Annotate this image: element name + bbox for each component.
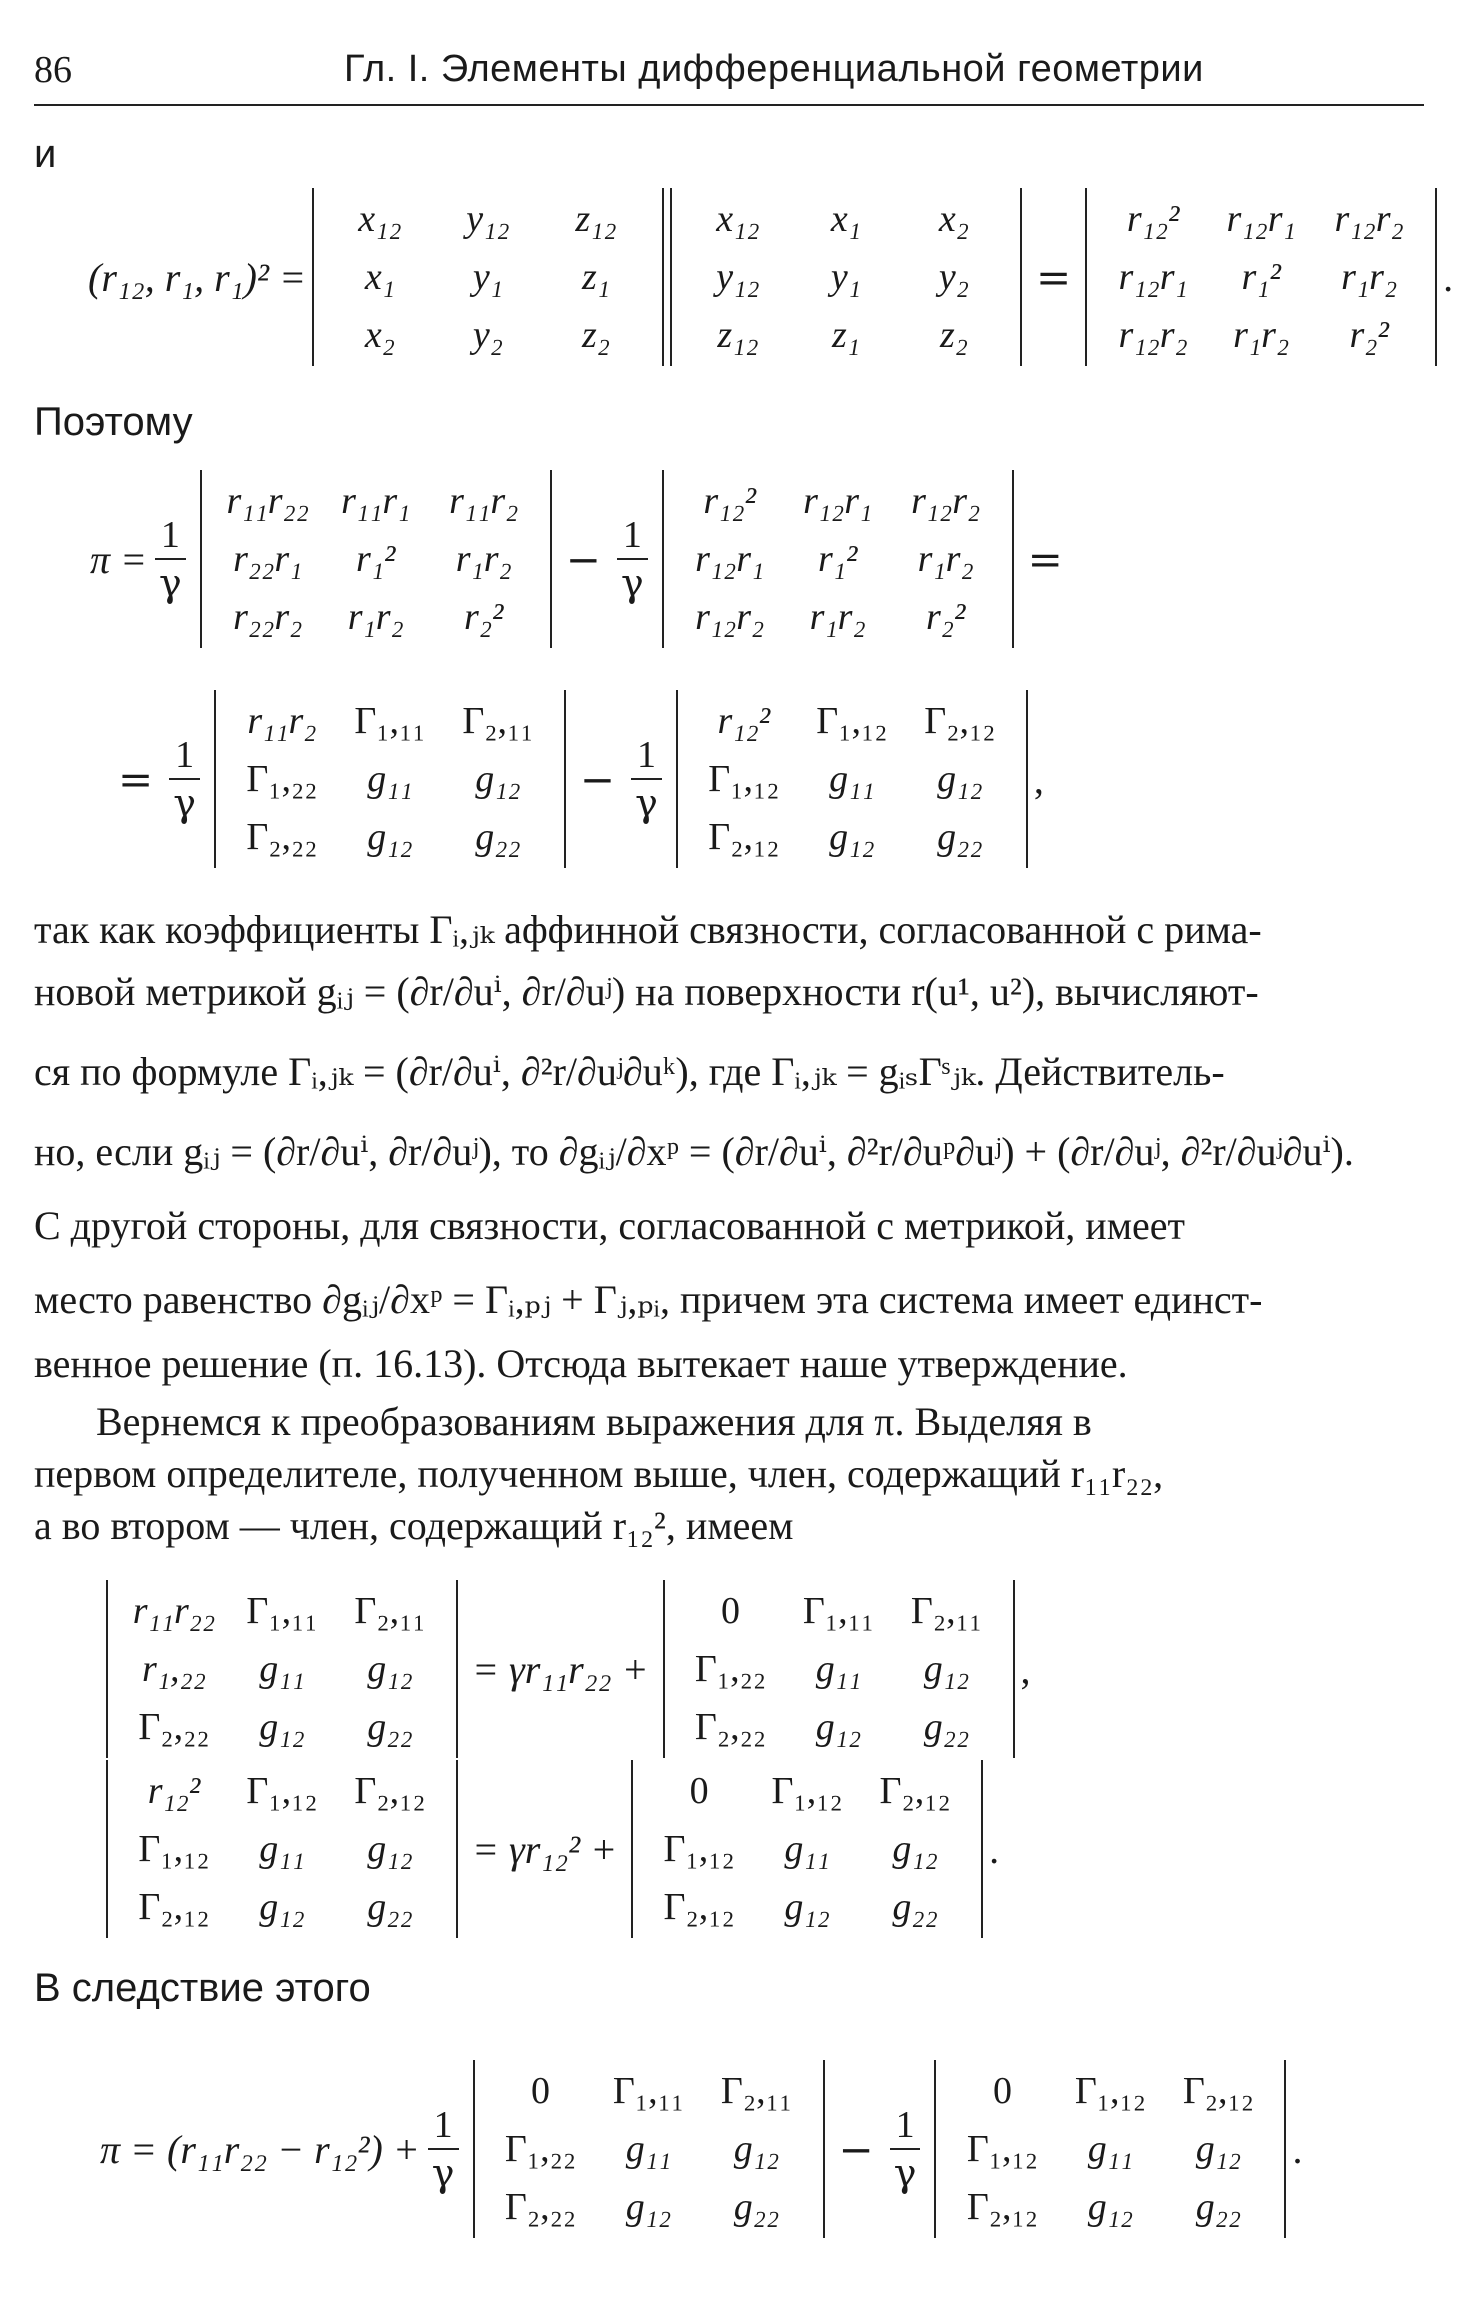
determinant-cell: Γ₂,₁₁ <box>910 1590 983 1632</box>
determinant-cell: g₁₁ <box>784 1828 830 1870</box>
fraction-numerator: 1 <box>160 514 180 556</box>
running-head: Гл. I. Элементы дифференциальной геометрии <box>344 48 1204 90</box>
determinant-row <box>676 530 1000 588</box>
determinant-cell: x₂ <box>938 198 969 240</box>
eq6-minus: − <box>838 2124 874 2174</box>
paragraph-2-line-2: первом определителе, полученном выше, член, содержащий r₁₁r₂₂, <box>34 1451 1164 1496</box>
determinant-cell: 0 <box>531 2070 551 2112</box>
eq3-equals: = <box>118 754 154 804</box>
determinant-cell: Γ₁,₁₂ <box>708 758 780 800</box>
eq2-fraction-a <box>155 512 186 606</box>
eq5-det-a <box>106 1760 458 1938</box>
determinant-cell: g₁₂ <box>367 1648 413 1690</box>
determinant-cell: r₁₂² <box>717 700 771 742</box>
page-number: 86 <box>34 49 72 91</box>
determinant-cell: r₁₂r₁ <box>1118 256 1188 298</box>
fraction-numerator: 1 <box>433 2104 453 2146</box>
determinant-cell: g₁₁ <box>259 1828 305 1870</box>
determinant-row <box>326 190 650 248</box>
determinant-cell: g₁₂ <box>1195 2128 1242 2170</box>
determinant-cell: z₁ <box>831 314 860 356</box>
eq2-minus: − <box>565 534 601 584</box>
eq6-lhs: π = (r₁₁r₂₂ − r₁₂²) + <box>100 2126 420 2172</box>
determinant-cell: z₂ <box>581 314 610 356</box>
eq3-end: , <box>1033 756 1044 802</box>
determinant-cell: g₁₁ <box>625 2128 672 2170</box>
eq1-det-b <box>670 188 1022 366</box>
fraction-numerator: 1 <box>636 734 656 776</box>
determinant-cell: r₁₂r₂ <box>695 596 765 638</box>
determinant-cell: Γ₁,₁₂ <box>663 1828 735 1870</box>
determinant-cell: Γ₁,₁₂ <box>771 1770 843 1812</box>
determinant-cell: Γ₁,₁₁ <box>802 1590 875 1632</box>
determinant-cell: z₁₂ <box>575 198 617 240</box>
determinant-cell: y₁₂ <box>466 198 510 240</box>
determinant-cell: g₂₂ <box>733 2186 780 2228</box>
determinant-row <box>228 750 552 808</box>
determinant-cell: g₁₁ <box>1087 2128 1134 2170</box>
paragraph-2-line-3: а во втором — член, содержащий r₁₂², имеем <box>34 1503 794 1548</box>
determinant-cell: z₂ <box>939 314 968 356</box>
determinant-cell: g₁₂ <box>784 1886 830 1928</box>
determinant-cell: r₂² <box>464 596 504 638</box>
determinant-cell: z₁₂ <box>717 314 759 356</box>
paragraph-1-line-2: новой метрикой gᵢⱼ = (∂r/∂uⁱ, ∂r/∂uʲ) на поверхности r(u¹, u²), вычисляют- <box>34 969 1259 1014</box>
determinant-cell: g₁₂ <box>815 1706 862 1748</box>
determinant-cell: r₁₂r₂ <box>1118 314 1188 356</box>
determinant-cell: Γ₁,₂₂ <box>694 1648 767 1690</box>
fraction-denominator: γ <box>631 778 662 826</box>
eq4-det-b <box>663 1580 1015 1758</box>
determinant-row <box>120 1762 444 1820</box>
eq6-fraction-a <box>428 2102 459 2196</box>
determinant-row <box>487 2178 811 2236</box>
eq6-fraction-b <box>890 2102 921 2196</box>
eq1-equals: = <box>1035 252 1072 302</box>
determinant-cell: Γ₂,₁₁ <box>354 1590 426 1632</box>
determinant-cell: Γ₁,₁₁ <box>612 2070 685 2112</box>
determinant-row <box>677 1698 1001 1756</box>
eq3-det-b <box>676 690 1028 868</box>
determinant-cell: Γ₁,₁₂ <box>138 1828 210 1870</box>
paragraph-1-line-4: но, если gᵢⱼ = (∂r/∂uⁱ, ∂r/∂uʲ), то ∂gᵢⱼ/∂xᵖ = (∂r/∂uⁱ, ∂²r/∂uᵖ∂uʲ) + (∂r/∂uʲ, ∂²r/∂uʲ∂uⁱ). <box>34 1129 1354 1174</box>
determinant-cell: x₁₂ <box>358 198 402 240</box>
determinant-cell: Γ₂,₁₁ <box>720 2070 793 2112</box>
determinant-cell: r₁,₂₂ <box>142 1648 206 1690</box>
determinant-cell: r₂² <box>925 596 966 638</box>
determinant-row <box>645 1762 969 1820</box>
determinant-cell: 0 <box>721 1590 741 1632</box>
determinant-cell: g₁₂ <box>259 1706 305 1748</box>
determinant-row <box>120 1698 444 1756</box>
determinant-row <box>645 1820 969 1878</box>
eq6-end: . <box>1292 2126 1303 2172</box>
eq6-det-a <box>473 2060 825 2238</box>
determinant-row <box>684 306 1008 364</box>
determinant-cell: Γ₂,₁₂ <box>966 2186 1039 2228</box>
determinant-cell: r₂² <box>1349 314 1389 356</box>
determinant-cell: x₂ <box>364 314 395 356</box>
determinant-cell: g₁₁ <box>815 1648 862 1690</box>
fraction-numerator: 1 <box>175 734 195 776</box>
determinant-cell: r₁r₂ <box>1233 314 1290 356</box>
determinant-cell: r₁₁r₂₂ <box>226 480 309 522</box>
determinant-cell: x₁₂ <box>716 198 760 240</box>
determinant-row <box>487 2120 811 2178</box>
determinant-row <box>677 1582 1001 1640</box>
paragraph-1-line-3: ся по формуле Γᵢ,ⱼₖ = (∂r/∂uⁱ, ∂²r/∂uʲ∂uᵏ), где Γᵢ,ⱼₖ = gᵢₛΓˢⱼₖ. Действитель- <box>34 1049 1225 1094</box>
determinant-row <box>120 1582 444 1640</box>
determinant-cell: Γ₁,₂₂ <box>246 758 318 800</box>
eq2-lhs: π = <box>90 536 148 582</box>
determinant-cell: r₁² <box>817 538 858 580</box>
eq5-det-b <box>631 1760 983 1938</box>
determinant-cell: r₁₂² <box>703 480 756 522</box>
determinant-row <box>1099 190 1423 248</box>
determinant-row <box>676 588 1000 646</box>
determinant-cell: r₁² <box>1241 256 1281 298</box>
determinant-cell: r₁₁r₁ <box>341 480 411 522</box>
determinant-cell: r₂₂r₁ <box>233 538 303 580</box>
paragraph-1-line-7: венное решение (п. 16.13). Отсюда вытекает наше утверждение. <box>34 1341 1128 1386</box>
determinant-cell: Γ₁,₁₁ <box>246 1590 318 1632</box>
determinant-cell: Γ₁,₁₂ <box>1074 2070 1147 2112</box>
eq1-end: . <box>1443 254 1454 300</box>
determinant-cell: g₁₂ <box>259 1886 305 1928</box>
eq5-middle: = γr₁₂² + <box>472 1826 618 1872</box>
eq4-middle: = γr₁₁r₂₂ + <box>472 1646 649 1692</box>
determinant-cell: Γ₂,₁₂ <box>708 816 780 858</box>
determinant-cell: 0 <box>689 1770 709 1812</box>
determinant-cell: r₁₁r₂ <box>247 700 317 742</box>
determinant-cell: g₁₂ <box>937 758 983 800</box>
fraction-numerator: 1 <box>895 2104 915 2146</box>
determinant-cell: Γ₁,₁₁ <box>354 700 426 742</box>
determinant-cell: r₁² <box>356 538 396 580</box>
determinant-row <box>684 248 1008 306</box>
eq3-det-a <box>214 690 566 868</box>
eq4-end: , <box>1020 1646 1031 1692</box>
determinant-cell: g₁₂ <box>733 2128 780 2170</box>
paragraph-2-line-1: Вернемся к преобразованиям выражения для π. Выделяя в <box>96 1399 1092 1444</box>
determinant-cell: Γ₂,₁₂ <box>879 1770 951 1812</box>
determinant-cell: g₁₂ <box>923 1648 970 1690</box>
determinant-cell: r₁₂r₁ <box>803 480 873 522</box>
determinant-cell: r₁₂r₁ <box>1226 198 1296 240</box>
determinant-cell: Γ₂,₁₂ <box>138 1886 210 1928</box>
eq5-end: . <box>989 1826 1000 1872</box>
eq1-det-a <box>312 188 664 366</box>
determinant-cell: r₁r₂ <box>455 538 512 580</box>
determinant-cell: g₂₂ <box>923 1706 970 1748</box>
determinant-cell: Γ₂,₁₂ <box>1182 2070 1255 2112</box>
fraction-denominator: γ <box>428 2148 459 2196</box>
paragraph-1-line-1: так как коэффициенты Γᵢ,ⱼₖ аффинной связности, согласованной с рима- <box>34 907 1262 952</box>
determinant-cell: r₁₂r₂ <box>1334 198 1404 240</box>
determinant-row <box>120 1640 444 1698</box>
determinant-row <box>1099 306 1423 364</box>
determinant-cell: g₁₂ <box>475 758 521 800</box>
determinant-cell: r₁r₂ <box>917 538 974 580</box>
paragraph-1-line-6: место равенство ∂gᵢⱼ/∂xᵖ = Γᵢ,ₚⱼ + Γⱼ,ₚᵢ, причем эта система имеет единст- <box>34 1277 1263 1322</box>
determinant-row <box>228 692 552 750</box>
determinant-cell: Γ₂,₁₂ <box>663 1886 735 1928</box>
determinant-cell: r₁r₂ <box>809 596 866 638</box>
fraction-numerator: 1 <box>622 514 642 556</box>
determinant-cell: g₁₂ <box>367 816 413 858</box>
eq3-minus: − <box>579 754 616 804</box>
eq3-fraction-b <box>631 732 662 826</box>
determinant-cell: r₁₂r₁ <box>695 538 765 580</box>
eq1-det-c <box>1085 188 1437 366</box>
determinant-row <box>690 750 1014 808</box>
determinant-cell: g₂₂ <box>475 816 521 858</box>
determinant-cell: g₂₂ <box>937 816 983 858</box>
determinant-cell: y₂ <box>472 314 503 356</box>
determinant-cell: r₁₁r₂ <box>449 480 519 522</box>
determinant-cell: z₁ <box>581 256 610 298</box>
determinant-cell: r₁₁r₂₂ <box>132 1590 216 1632</box>
eq2-det-a <box>200 470 552 648</box>
fraction-denominator: γ <box>890 2148 921 2196</box>
determinant-row <box>948 2062 1272 2120</box>
determinant-cell: g₁₁ <box>829 758 875 800</box>
determinant-row <box>677 1640 1001 1698</box>
eq2-fraction-b <box>617 512 648 606</box>
eq2-equals: = <box>1027 534 1063 584</box>
determinant-row <box>214 530 538 588</box>
determinant-cell: g₁₂ <box>625 2186 672 2228</box>
determinant-row <box>120 1878 444 1936</box>
determinant-cell: g₂₂ <box>892 1886 938 1928</box>
determinant-cell: g₁₁ <box>259 1648 305 1690</box>
equation-2 <box>90 470 1071 648</box>
determinant-cell: g₂₂ <box>367 1886 413 1928</box>
eq2-det-b <box>662 470 1014 648</box>
eq3-fraction-a <box>169 732 200 826</box>
determinant-cell: y₁ <box>830 256 861 298</box>
determinant-row <box>948 2120 1272 2178</box>
determinant-cell: g₁₁ <box>367 758 413 800</box>
equation-6 <box>100 2060 1302 2238</box>
fraction-denominator: γ <box>617 558 648 606</box>
determinant-row <box>214 588 538 646</box>
determinant-row <box>228 808 552 866</box>
determinant-row <box>214 472 538 530</box>
eq1-lhs: (r₁₂, r₁, r₁)² = <box>88 254 306 300</box>
fraction-denominator: γ <box>169 778 200 826</box>
determinant-cell: r₁r₂ <box>1341 256 1398 298</box>
determinant-cell: Γ₂,₂₂ <box>694 1706 767 1748</box>
label-consequently: В следствие этого <box>34 1966 371 2010</box>
determinant-cell: r₁r₂ <box>347 596 404 638</box>
determinant-row <box>326 306 650 364</box>
determinant-row <box>1099 248 1423 306</box>
eq4-det-a <box>106 1580 458 1758</box>
equation-1 <box>88 188 1453 366</box>
label-and: и <box>34 132 57 176</box>
determinant-cell: y₂ <box>938 256 969 298</box>
determinant-cell: g₁₂ <box>829 816 875 858</box>
determinant-cell: g₁₂ <box>892 1828 938 1870</box>
determinant-cell: r₁₂r₂ <box>911 480 981 522</box>
determinant-cell: g₂₂ <box>1195 2186 1242 2228</box>
determinant-cell: r₁₂² <box>147 1770 201 1812</box>
determinant-row <box>487 2062 811 2120</box>
determinant-cell: Γ₂,₁₂ <box>354 1770 426 1812</box>
determinant-cell: y₁ <box>472 256 503 298</box>
determinant-cell: Γ₂,₂₂ <box>246 816 318 858</box>
determinant-row <box>684 190 1008 248</box>
determinant-row <box>120 1820 444 1878</box>
determinant-cell: x₁ <box>364 256 395 298</box>
determinant-cell: Γ₂,₂₂ <box>504 2186 577 2228</box>
determinant-cell: Γ₁,₁₂ <box>816 700 888 742</box>
determinant-row <box>690 808 1014 866</box>
determinant-cell: Γ₁,₁₂ <box>966 2128 1039 2170</box>
determinant-cell: 0 <box>992 2070 1012 2112</box>
determinant-cell: g₁₂ <box>367 1828 413 1870</box>
determinant-cell: g₂₂ <box>367 1706 413 1748</box>
equation-4 <box>100 1580 1031 1758</box>
determinant-cell: Γ₁,₁₂ <box>246 1770 318 1812</box>
paragraph-1-line-5: С другой стороны, для связности, согласованной с метрикой, имеет <box>34 1203 1186 1248</box>
determinant-cell: Γ₂,₁₁ <box>462 700 534 742</box>
determinant-row <box>948 2178 1272 2236</box>
determinant-cell: r₂₂r₂ <box>233 596 303 638</box>
determinant-cell: x₁ <box>830 198 861 240</box>
equation-5 <box>100 1760 999 1938</box>
determinant-cell: g₁₂ <box>1087 2186 1134 2228</box>
eq6-det-b <box>934 2060 1286 2238</box>
determinant-row <box>676 472 1000 530</box>
determinant-row <box>326 248 650 306</box>
equation-3 <box>110 690 1044 868</box>
page-header <box>34 48 1424 106</box>
determinant-row <box>645 1878 969 1936</box>
determinant-row <box>690 692 1014 750</box>
fraction-denominator: γ <box>155 558 186 606</box>
determinant-cell: Γ₂,₂₂ <box>138 1706 210 1748</box>
label-therefore: Поэтому <box>34 400 193 444</box>
determinant-cell: Γ₁,₂₂ <box>504 2128 577 2170</box>
determinant-cell: Γ₂,₁₂ <box>924 700 996 742</box>
determinant-cell: y₁₂ <box>716 256 760 298</box>
determinant-cell: r₁₂² <box>1126 198 1180 240</box>
